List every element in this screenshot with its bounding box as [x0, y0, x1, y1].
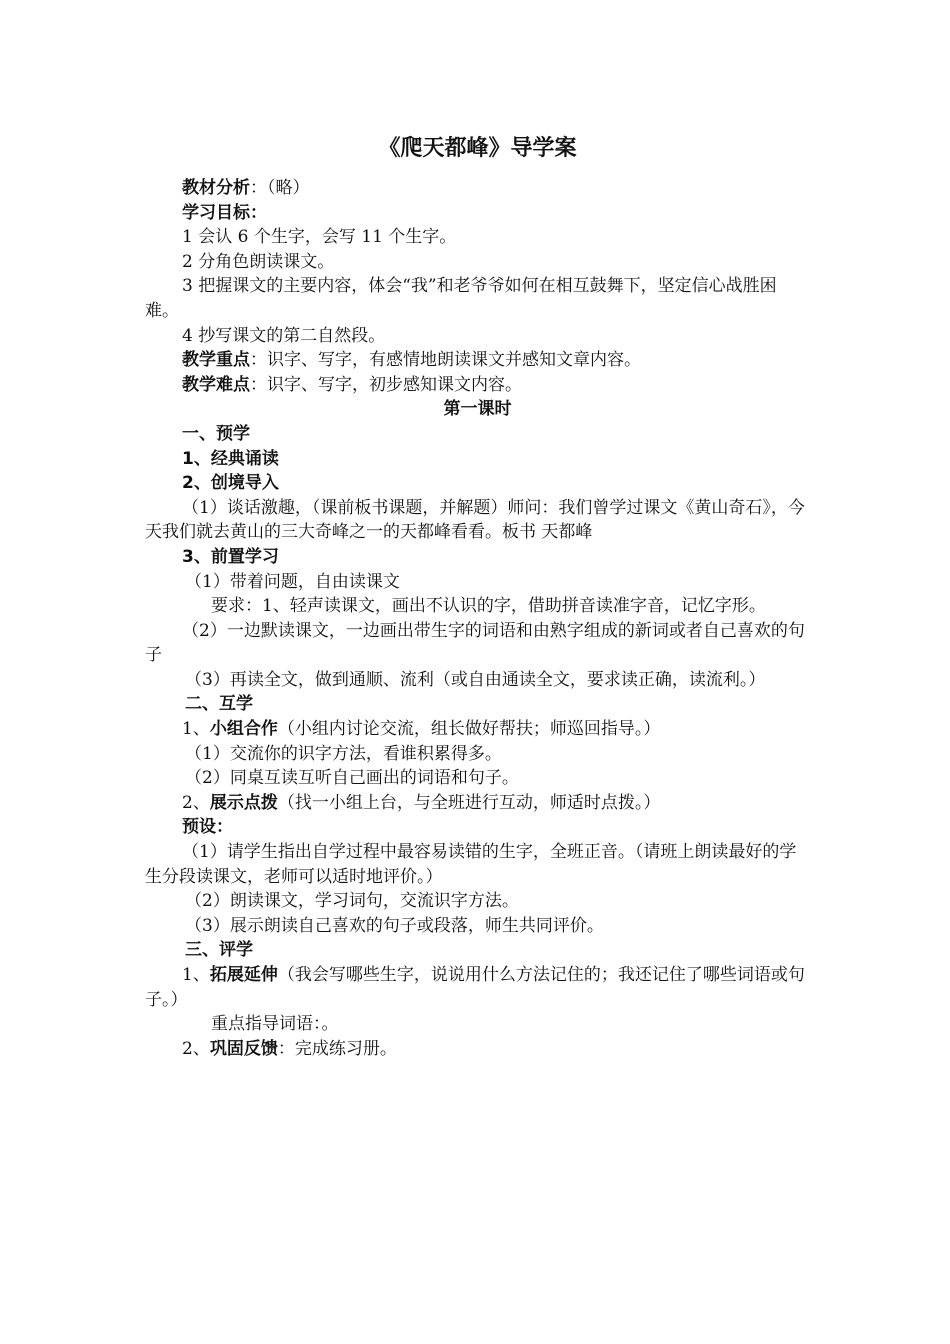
showcase-line [145, 791, 810, 816]
goals-heading: 学习目标： [182, 202, 267, 223]
preset-heading: 预设： [182, 817, 233, 838]
preset-3: （3）展示朗读自己喜欢的句子或段落，师生共同评价。 [185, 915, 604, 936]
section-classic-reading: 1、经典诵读 [182, 448, 279, 469]
analysis-line [145, 176, 810, 201]
extension-label: 拓展延伸 [209, 965, 278, 985]
feedback-line [145, 1037, 810, 1062]
pre-study-2: （2）一边默读课文，一边画出带生字的词语和由熟字组成的新词或者自己喜欢的句子 [145, 620, 805, 666]
goal-4: 4 抄写课文的第二自然段。 [182, 325, 386, 346]
difficult-points-line [145, 373, 810, 398]
pre-study-3: （3）再读全文，做到通顺、流利（或自由通读全文，要求读正确，读流利。） [185, 669, 766, 690]
goal-3: 3 把握课文的主要内容，体会“我”和老爷爷如何在相互鼓舞下，坚定信心战胜困难。 [145, 276, 777, 321]
document-title: 《爬天都峰》导学案 [378, 136, 577, 161]
difficult-points-label: 教学难点 [182, 374, 250, 395]
section-scene-intro: 2、创境导入 [182, 473, 279, 494]
group-work-2: （2）同桌互读互听自己画出的词语和句子。 [185, 768, 519, 789]
key-points-line [145, 348, 810, 373]
section-evaluation: 三、评学 [185, 940, 253, 961]
goal-1: 1 会认 6 个生字，会写 11 个生字。 [182, 227, 457, 248]
group-work-value: （小组内讨论交流，组长做好帮扶；师巡回指导。） [277, 719, 661, 740]
section-prelearn: 一、预学 [182, 423, 250, 444]
section-mutual-learning: 二、互学 [185, 694, 253, 715]
group-work-line [145, 717, 810, 742]
showcase-number: 2、 [182, 792, 210, 813]
document-page [145, 130, 810, 1061]
group-work-1: （1）交流你的识字方法，看谁积累得多。 [185, 743, 502, 764]
group-work-number: 1、 [182, 719, 210, 740]
extension-value: （我会写哪些生字，说说用什么方法记住的；我还记住了哪些词语或句子。） [145, 965, 805, 1010]
feedback-label: 巩固反馈 [209, 1038, 278, 1059]
extension-number: 1、 [182, 965, 210, 985]
showcase-label: 展示点拨 [209, 792, 278, 813]
analysis-value: ：（略） [250, 178, 310, 198]
section-pre-study: 3、前置学习 [182, 546, 279, 567]
pre-study-1: （1）带着问题，自由读课文 [185, 571, 400, 592]
difficult-points-value: ：识字、写字，初步感知课文内容。 [250, 374, 522, 395]
preset-1: （1）请学生指出自学过程中最容易读错的生字，全班正音。（请班上朗读最好的学生分段读课文，老师可以适时地评价。） [145, 842, 797, 887]
feedback-number: 2、 [182, 1038, 210, 1059]
extension-line [145, 963, 810, 1012]
pre-study-1-requirement: 要求：1、轻声读课文，画出不认识的字，借助拼音读准字音，记忆字形。 [211, 596, 766, 617]
showcase-value: （找一小组上台，与全班进行互动，师适时点拨。） [277, 792, 661, 813]
goal-2: 2 分角色朗读课文。 [182, 251, 335, 272]
intro-paragraph: （1）谈话激趣，（课前板书课题，并解题）师问：我们曾学过课文《黄山奇石》，今天我们就去黄山的三大奇峰之一的天都峰看看。板书 天都峰 [145, 497, 805, 543]
feedback-value: ：完成练习册。 [277, 1038, 397, 1059]
group-work-label: 小组合作 [209, 719, 278, 740]
key-points-value: ：识字、写字，有感情地朗读课文并感知文章内容。 [250, 350, 641, 371]
focus-words: 重点指导词语：。 [211, 1014, 339, 1035]
key-points-label: 教学重点 [182, 350, 250, 371]
analysis-label: 教材分析 [182, 178, 250, 198]
preset-2: （2）朗读课文，学习词句，交流识字方法。 [185, 891, 519, 912]
lesson-heading: 第一课时 [443, 399, 512, 420]
